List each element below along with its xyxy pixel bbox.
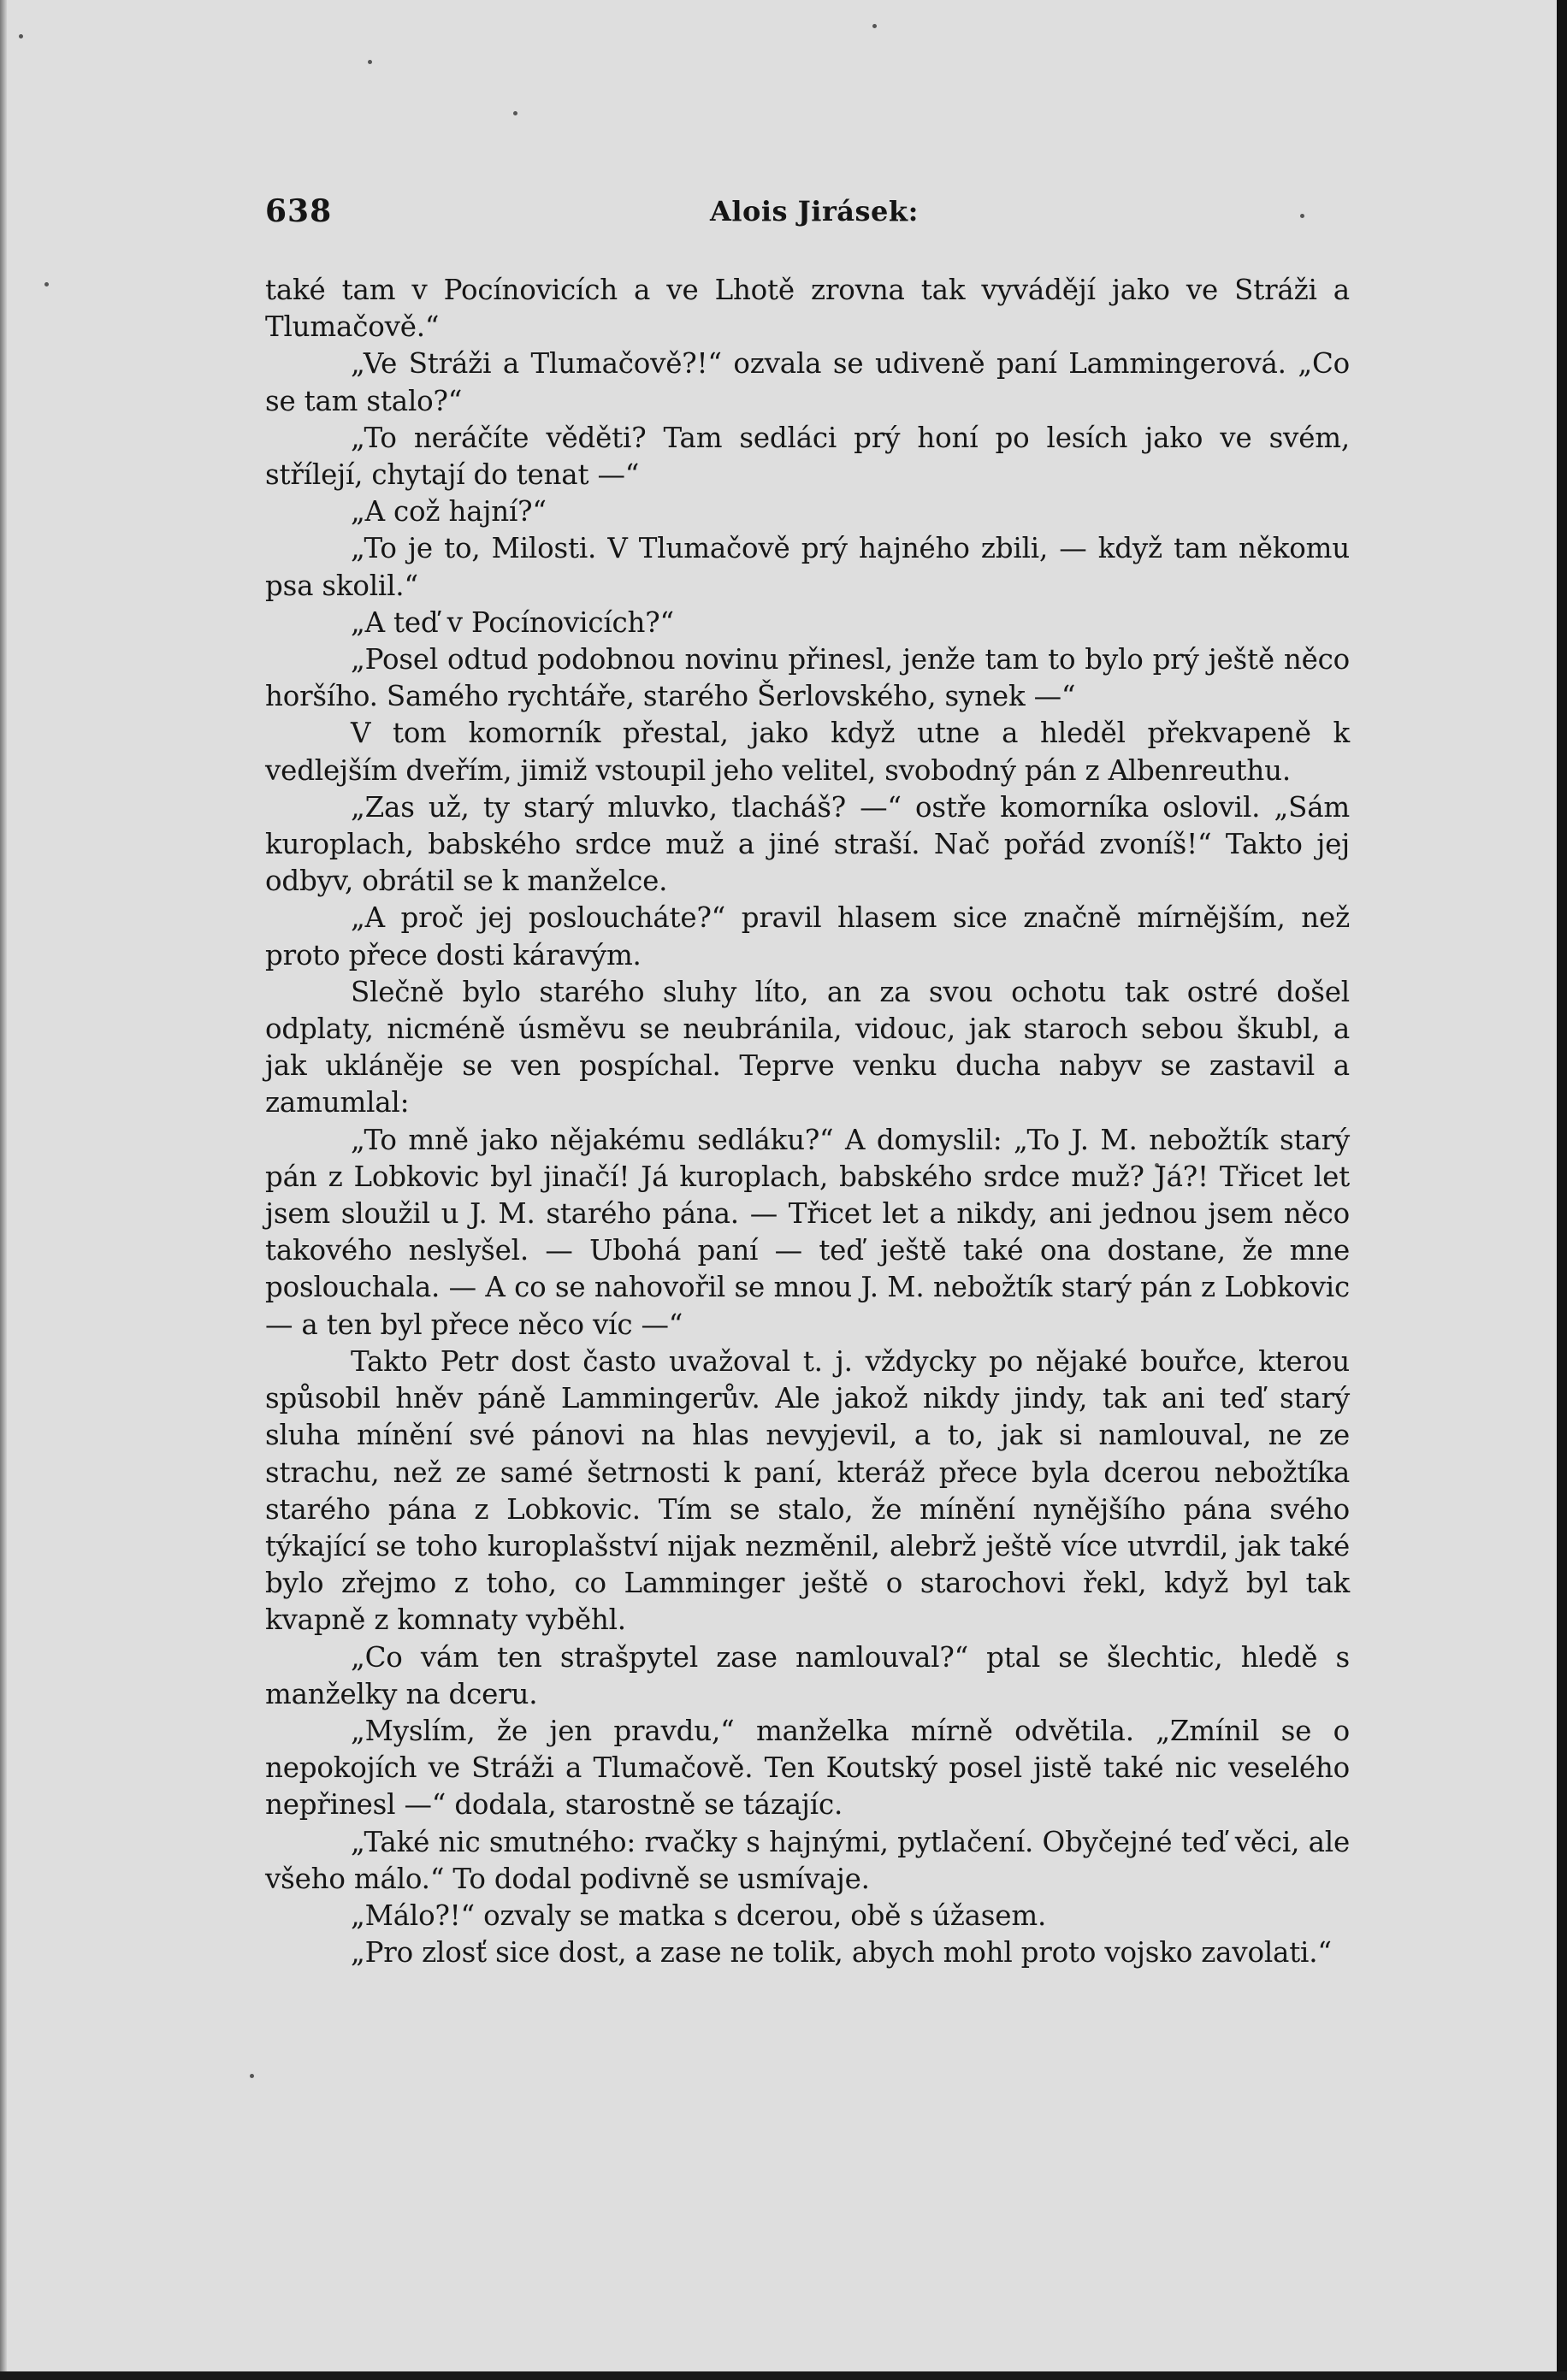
paragraph: „Co vám ten strašpytel zase namlouval?“ ptal se šlechtic, hledě s manželky na dceru. <box>265 1640 1350 1710</box>
paragraph: Slečně bylo starého sluhy líto, an za svou ochotu tak ostré došel odplaty, nicméně úsměvu se neubránila, vidouc, jak staroch sebou škubl, a jak ukláněje se ven pospíchal. Teprve venku ducha nabyv se zastavil a zamumlal: <box>265 975 1350 1119</box>
page-right-edge <box>1557 0 1567 2380</box>
paragraph: „A teď v Pocínovicích?“ <box>351 605 674 639</box>
paragraph: „Ve Stráži a Tlumačově?!“ ozvala se udiveně paní Lammingerová. „Co se tam stalo?“ <box>265 347 1350 417</box>
scan-speck <box>19 34 23 38</box>
running-header <box>265 186 1351 238</box>
body-text <box>265 272 1350 1971</box>
scan-speck <box>250 2074 254 2078</box>
paragraph: „Také nic smutného: rvačky s hajnými, pytlačení. Obyčejné teď věci, ale všeho málo.“ To dodal podivně se usmívaje. <box>265 1825 1350 1895</box>
paragraph: V tom komorník přestal, jako když utne a hleděl překvapeně k vedlejším dveřím, jimiž vstoupil jeho velitel, svobodný pán z Albenreuthu. <box>265 717 1350 787</box>
paragraph: „Zas už, ty starý mluvko, tlacháš? —“ ostře komorníka oslovil. „Sám kuroplach, babského srdce muž a jiné straší. Nač pořád zvoníš!“ Takto jej odbyv, obrátil se k manželce. <box>265 790 1350 898</box>
page-number: 638 <box>265 193 333 229</box>
page-left-edge-shadow <box>0 0 7 2380</box>
scan-speck <box>44 282 49 286</box>
paragraph: „Posel odtud podobnou novinu přinesl, jenže tam to bylo prý ještě něco horšího. Samého rychtáře, starého Šerlovského, synek —“ <box>265 643 1350 713</box>
paragraph: „Málo?!“ ozvaly se matka s dcerou, obě s úžasem. <box>351 1899 1047 1932</box>
paragraph: „To mně jako nějakému sedláku?“ A domyslil: „To J. M. nebožtík starý pán z Lobkovic byl jinačí! Já kuroplach, babského srdce muž? Já?! Třicet let jsem sloužil u J. M. starého pána. — Třicet let a nikdy, ani jednou jsem něco takového neslyšel. — Ubohá paní — teď ještě také ona dostane, že mne poslouchala. — A co se nahovořil se mnou J. M. nebožtík starý pán z Lobkovic — a ten byl přece něco víc —“ <box>265 1123 1350 1341</box>
paragraph: Takto Petr dost často uvažoval t. j. vždycky po nějaké bouřce, kterou spůsobil hněv páně Lammingerův. Ale jakož nikdy jindy, tak ani teď starý sluha mínění své pánovi na hlas nevyjevil, a to, jak si namlouval, ne ze strachu, než ze samé šetrnosti k paní, kteráž přece byla dcerou nebožtíka starého pána z Lobkovic. Tím se stalo, že mínění nynějšího pána svého týkající se toho kuroplašství nijak nezměnil, alebrž ještě více utvrdil, jak také bylo zřejmo z toho, co Lamminger ještě o starochovi řekl, když byl tak kvapně z komnaty vyběhl. <box>265 1344 1350 1637</box>
scan-speck <box>513 111 517 115</box>
paragraph: také tam v Pocínovicích a ve Lhotě zrovna tak vyvádějí jako ve Stráži a Tlumačově.“ <box>265 274 1350 344</box>
scan-speck <box>368 60 372 64</box>
paragraph: „To je to, Milosti. V Tlumačově prý hajného zbili, — když tam někomu psa skolil.“ <box>265 532 1350 602</box>
paragraph: „Myslím, že jen pravdu,“ manželka mírně odvětila. „Zmínil se o nepokojích ve Stráži a Tlumačově. Ten Koutský posel jistě také nic veselého nepřinesl —“ dodala, starostně se tázajíc. <box>265 1714 1350 1822</box>
paragraph: „A proč jej posloucháte?“ pravil hlasem sice značně mírnějším, než proto přece dosti káravým. <box>265 901 1350 971</box>
page-bottom-edge <box>0 2371 1567 2380</box>
scan-speck <box>872 24 877 28</box>
running-title: Alois Jirásek: <box>710 195 919 227</box>
paragraph: „A což hajní?“ <box>351 495 547 529</box>
paragraph: „Pro zlosť sice dost, a zase ne tolik, abych mohl proto vojsko zavolati.“ <box>351 1936 1332 1970</box>
paragraph: „To neráčíte věděti? Tam sedláci prý honí po lesích jako ve svém, střílejí, chytají do tenat —“ <box>265 421 1350 492</box>
